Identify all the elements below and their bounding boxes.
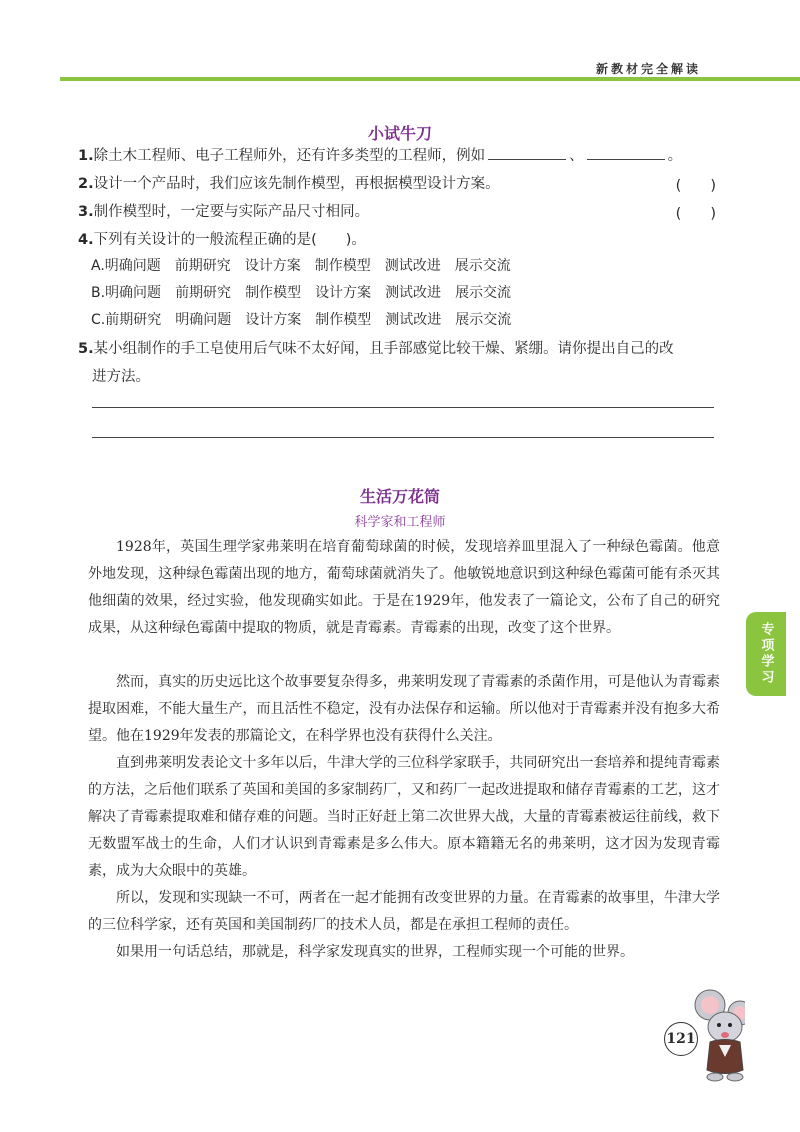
header-title: 新教材完全解读 xyxy=(596,62,702,76)
option-step: 测试改进 xyxy=(385,312,442,328)
paragraph-5: 如果用一句话总结，那就是，科学家发现真实的世界，工程师实现一个可能的世界。 xyxy=(116,944,634,960)
exercise-title: 小试牛刀 xyxy=(367,124,432,143)
option-step: 设计方案 xyxy=(245,312,302,328)
option-a[interactable] xyxy=(91,256,525,276)
question-2-number: 2. xyxy=(78,176,94,192)
option-step: 测试改进 xyxy=(384,258,441,274)
reading-title: 生活万花筒 xyxy=(359,487,440,506)
option-step: 展示交流 xyxy=(454,258,511,274)
answer-blank-2[interactable] xyxy=(587,145,665,160)
option-step: 制作模型 xyxy=(314,258,371,274)
option-step: 制作模型 xyxy=(315,312,372,328)
option-step: 明确问题 xyxy=(175,312,232,328)
option-step: 前期研究 xyxy=(105,312,162,328)
side-tab: 专项学习 xyxy=(746,612,786,696)
answer-blank-1[interactable] xyxy=(488,145,566,160)
question-5-number: 5. xyxy=(78,341,94,357)
option-step: 制作模型 xyxy=(245,285,302,301)
paragraph-3: 直到弗莱明发表论文十多年以后，牛津大学的三位科学家联手，共同研究出一套培养和提纯青霉素的方法，之后他们联系了英国和美国的多家制药厂，又和药厂一起改进提取和储存青霉素的工艺，这才解决了青霉素提取难和储存难的问题。当时正好赶上第二次世界大战，大量的青霉素被运往前线，救下无数盟军战士的生命，人们才认识到青霉素是多么伟大。原本籍籍无名的弗莱明，这才因为发现青霉素，成为大众眼中的英雄。 xyxy=(88,755,720,879)
option-step: 测试改进 xyxy=(385,285,442,301)
question-2-text: 设计一个产品时，我们应该先制作模型，再根据模型设计方案。 xyxy=(93,176,500,192)
question-2-answer-paren[interactable]: ( ) xyxy=(675,178,716,194)
option-step: 前期研究 xyxy=(175,285,232,301)
paragraph-4: 所以，发现和实现缺一不可，两者在一起才能拥有改变世界的力量。在青霉素的故事里，牛津大学的三位科学家，还有英国和美国制药厂的技术人员，都是在承担工程师的责任。 xyxy=(88,890,720,933)
question-3-number: 3. xyxy=(78,204,94,220)
question-1 xyxy=(78,145,682,166)
option-step: 展示交流 xyxy=(455,312,512,328)
option-step: 明确问题 xyxy=(105,285,162,301)
question-2 xyxy=(78,174,500,194)
option-b[interactable] xyxy=(91,283,525,303)
option-letter: B. xyxy=(91,285,106,301)
option-letter: A. xyxy=(91,258,105,274)
page-number: 121 xyxy=(664,1022,698,1056)
header-rule xyxy=(60,77,800,81)
question-5-text-line2: 进方法。 xyxy=(92,369,150,385)
question-1-text: 除土木工程师、电子工程师外，还有许多类型的工程师，例如 xyxy=(93,148,486,164)
question-5-text-line1: 某小组制作的手工皂使用后气味不太好闻，且手部感觉比较干燥、紧绷。请你提出自己的改 xyxy=(93,341,674,357)
question-1-end: 。 xyxy=(667,148,683,164)
option-step: 设计方案 xyxy=(244,258,301,274)
question-1-separator: 、 xyxy=(569,148,584,164)
question-3-text: 制作模型时，一定要与实际产品尺寸相同。 xyxy=(93,204,370,220)
question-1-number: 1. xyxy=(78,148,94,164)
option-step: 前期研究 xyxy=(174,258,231,274)
question-3 xyxy=(78,202,369,222)
question-5 xyxy=(78,339,674,359)
option-step: 设计方案 xyxy=(315,285,372,301)
paragraph-2: 然而，真实的历史远比这个故事要复杂得多，弗莱明发现了青霉素的杀菌作用，可是他认为青霉素提取困难，不能大量生产，而且活性不稳定，没有办法保存和运输。所以他对于青霉素并没有抱多大希望。他在1929年发表的那篇论文，在科学界也没有获得什么关注。 xyxy=(88,674,720,744)
reading-subtitle: 科学家和工程师 xyxy=(354,515,446,530)
answer-line-1[interactable] xyxy=(92,407,714,408)
answer-line-2[interactable] xyxy=(92,437,714,438)
question-3-answer-paren[interactable]: ( ) xyxy=(675,206,716,222)
option-step: 明确问题 xyxy=(104,258,161,274)
option-c[interactable] xyxy=(91,310,525,330)
option-step: 展示交流 xyxy=(455,285,512,301)
question-4-number: 4. xyxy=(78,232,94,248)
question-4 xyxy=(78,230,366,250)
option-letter: C. xyxy=(91,312,106,328)
paragraph-1: 1928年，英国生理学家弗莱明在培育葡萄球菌的时候，发现培养皿里混入了一种绿色霉菌。他意外地发现，这种绿色霉菌出现的地方，葡萄球菌就消失了。他敏锐地意识到这种绿色霉菌可能有杀灭其他细菌的效果，经过实验，他发现确实如此。于是在1929年，他发表了一篇论文，公布了自己的研究成果，从这种绿色霉菌中提取的物质，就是青霉素。青霉素的出现，改变了这个世界。 xyxy=(88,539,720,636)
question-4-text: 下列有关设计的一般流程正确的是( )。 xyxy=(93,232,366,248)
